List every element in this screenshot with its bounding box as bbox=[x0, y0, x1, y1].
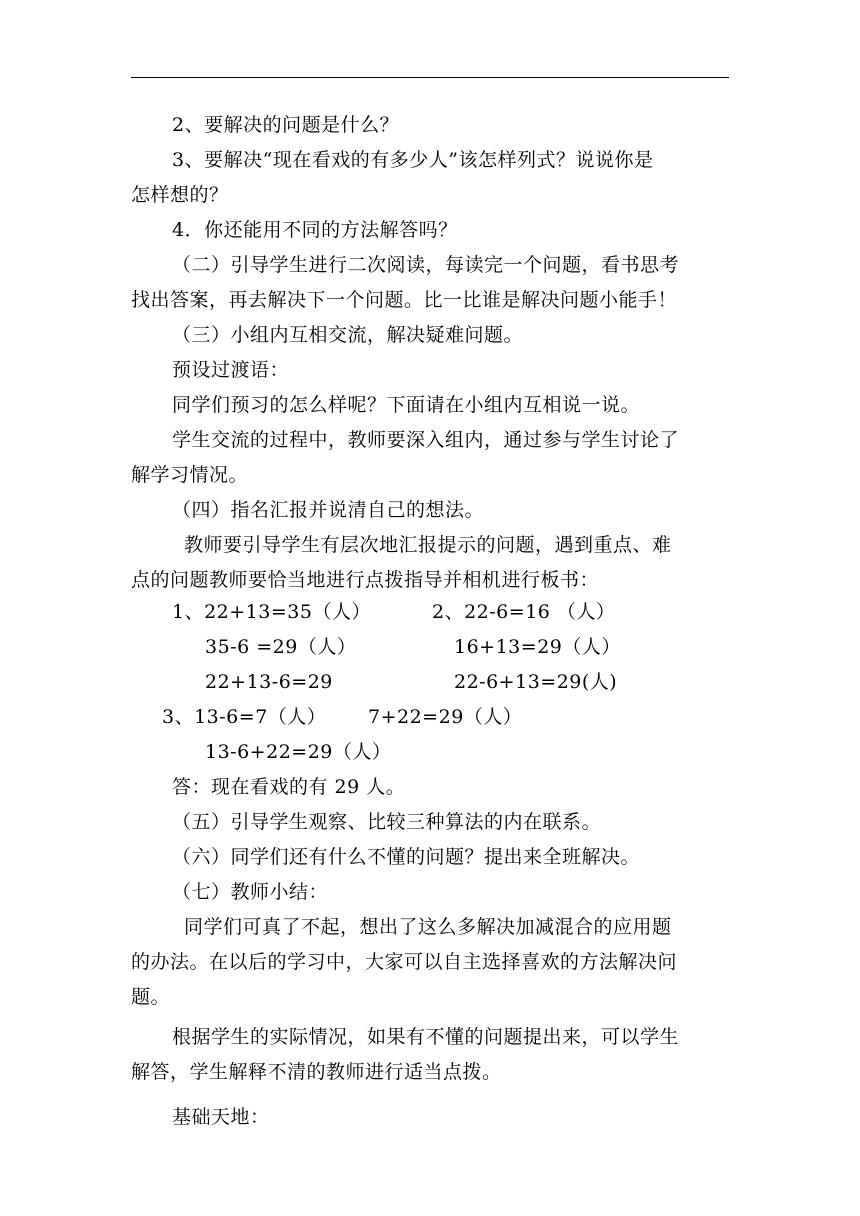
summary-text-end: 题。 bbox=[131, 986, 171, 1008]
teacher-note-cont: 解学习情况。 bbox=[131, 464, 249, 486]
transition-text: 同学们预习的怎么样呢？下面请在小组内互相说一说。 bbox=[172, 394, 641, 416]
method-2-label: 2、22-6=16 （人） bbox=[432, 601, 616, 623]
step-4-heading: （四）指名汇报并说清自己的想法。 bbox=[172, 499, 485, 521]
teacher-note: 学生交流的过程中，教师要深入组内，通过参与学生讨论了 bbox=[172, 429, 680, 451]
guide-text: 教师要引导学生有层次地汇报提示的问题，遇到重点、难 bbox=[184, 534, 672, 556]
method-2-step2: 16+13=29（人） bbox=[454, 636, 621, 658]
step-5-heading: （五）引导学生观察、比较三种算法的内在联系。 bbox=[172, 811, 602, 833]
guide-text-cont: 点的问题教师要恰当地进行点拨指导并相机进行板书： bbox=[131, 569, 600, 591]
question-4: 4．你还能用不同的方法解答吗？ bbox=[172, 219, 458, 241]
step-7-heading: （七）教师小结： bbox=[172, 881, 329, 903]
question-3: 3、要解决“现在看戏的有多少人”该怎样列式？说说你是 bbox=[172, 149, 654, 171]
step-3-heading: （三）小组内互相交流，解决疑难问题。 bbox=[172, 324, 524, 346]
method-3-step2: 7+22=29（人） bbox=[368, 706, 523, 728]
transition-label: 预设过渡语： bbox=[172, 359, 290, 381]
step-6-heading: （六）同学们还有什么不懂的问题？提出来全班解决。 bbox=[172, 846, 641, 868]
step-2-heading: （二）引导学生进行二次阅读，每读完一个问题，看书思考 bbox=[172, 254, 680, 276]
method-1-label: 1、22+13=35（人） bbox=[172, 601, 371, 623]
situation-text-cont: 解答，学生解释不清的教师进行适当点拨。 bbox=[131, 1061, 502, 1083]
summary-text-cont: 的办法。在以后的学习中，大家可以自主选择喜欢的方法解决问 bbox=[131, 951, 678, 973]
method-3-label: 3、13-6=7（人） bbox=[162, 706, 327, 728]
method-1-combined: 22+13-6=29 bbox=[205, 671, 333, 693]
header-rule bbox=[131, 77, 729, 78]
method-3-combined: 13-6+22=29（人） bbox=[205, 741, 392, 763]
question-3-cont: 怎样想的？ bbox=[131, 184, 229, 206]
question-2: 2、要解决的问题是什么？ bbox=[172, 114, 400, 136]
step-2-cont: 找出答案，再去解决下一个问题。比一比谁是解决问题小能手！ bbox=[131, 289, 678, 311]
answer: 答：现在看戏的有 29 人。 bbox=[172, 776, 406, 798]
summary-text: 同学们可真了不起，想出了这么多解决加减混合的应用题 bbox=[184, 916, 672, 938]
situation-text: 根据学生的实际情况，如果有不懂的问题提出来，可以学生 bbox=[172, 1026, 680, 1048]
method-2-combined: 22-6+13=29(人) bbox=[454, 671, 618, 693]
method-1-step2: 35-6 =29（人） bbox=[205, 636, 357, 658]
basics-heading: 基础天地： bbox=[172, 1106, 270, 1128]
